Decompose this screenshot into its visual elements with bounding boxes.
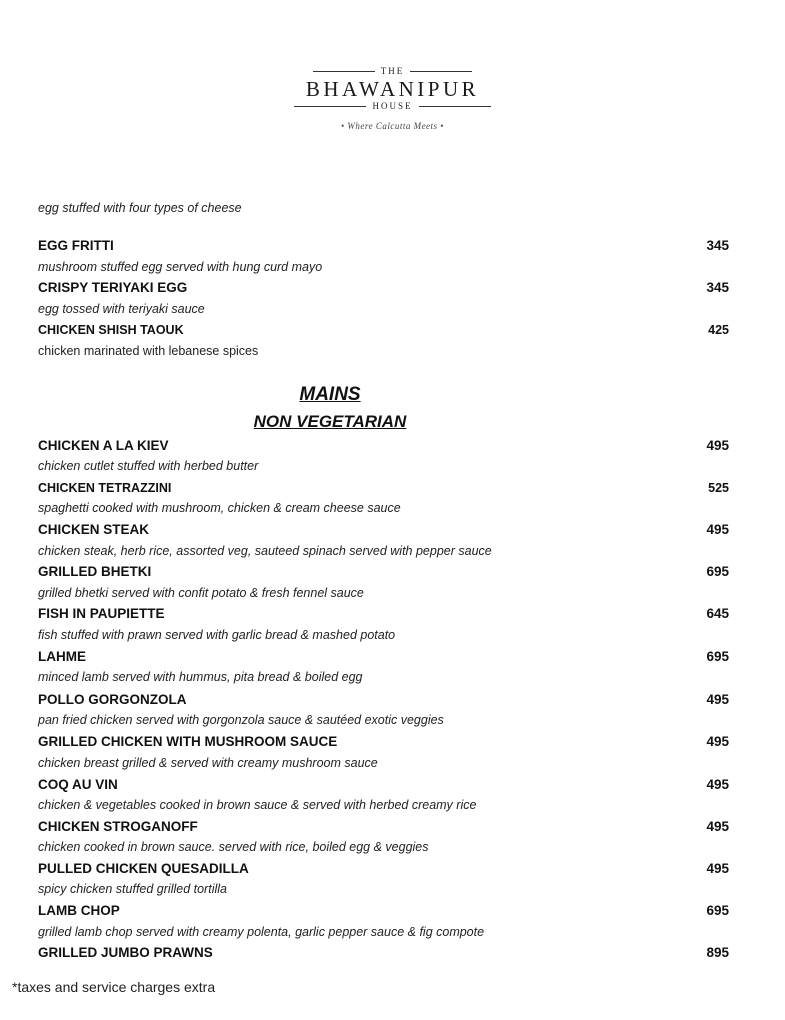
menu-item [38, 238, 729, 253]
item-description: grilled bhetki served with confit potato & fresh fennel sauce [38, 586, 364, 600]
menu-item [38, 861, 729, 876]
taxes-note: *taxes and service charges extra [12, 979, 216, 995]
menu-item [38, 649, 729, 664]
item-price: 495 [706, 692, 729, 707]
menu-item [38, 777, 729, 792]
restaurant-logo [0, 66, 785, 131]
item-price: 895 [706, 945, 729, 960]
item-price: 345 [706, 238, 729, 253]
item-name: POLLO GORGONZOLA [38, 692, 187, 707]
logo-tagline: • Where Calcutta Meets • [341, 121, 444, 131]
section-title: MAINS [299, 384, 361, 405]
logo-rule-right-2 [419, 106, 491, 107]
menu-item [38, 564, 729, 579]
item-description: chicken breast grilled & served with creamy mushroom sauce [38, 756, 378, 770]
item-price: 695 [706, 564, 729, 579]
item-price: 495 [706, 734, 729, 749]
item-name: CHICKEN STROGANOFF [38, 819, 198, 834]
item-name: CHICKEN A LA KIEV [38, 438, 169, 453]
item-description: spicy chicken stuffed grilled tortilla [38, 882, 227, 896]
logo-the: THE [380, 66, 405, 76]
item-description: egg tossed with teriyaki sauce [38, 302, 205, 316]
item-description: chicken cutlet stuffed with herbed butter [38, 459, 259, 473]
item-name: CHICKEN STEAK [38, 522, 150, 537]
item-name: EGG FRITTI [38, 238, 114, 253]
logo-name: BHAWANIPUR [305, 77, 480, 101]
item-price: 425 [708, 323, 729, 337]
item-price: 495 [706, 861, 729, 876]
menu-item [38, 819, 729, 834]
logo-bottom-line [0, 101, 785, 111]
item-name: COQ AU VIN [38, 777, 118, 792]
menu-item [38, 323, 729, 337]
menu-item [38, 606, 729, 621]
item-name: CHICKEN SHISH TAOUK [38, 323, 184, 337]
menu-item [38, 734, 729, 749]
item-price: 695 [706, 903, 729, 918]
menu-item [38, 280, 729, 295]
menu-item [38, 692, 729, 707]
menu-item [38, 522, 729, 537]
intro-description: egg stuffed with four types of cheese [38, 201, 242, 215]
item-description: chicken & vegetables cooked in brown sauce & served with herbed creamy rice [38, 798, 477, 812]
menu-item [38, 481, 729, 495]
section-subtitle: NON VEGETARIAN [253, 412, 407, 431]
item-description: grilled lamb chop served with creamy polenta, garlic pepper sauce & fig compote [38, 925, 485, 939]
item-description: minced lamb served with hummus, pita bread & boiled egg [38, 670, 363, 684]
logo-rule-right [410, 71, 472, 72]
item-price: 525 [708, 481, 729, 495]
item-price: 495 [706, 438, 729, 453]
item-name: CRISPY TERIYAKI EGG [38, 280, 188, 295]
item-price: 695 [706, 649, 729, 664]
item-description: chicken marinated with lebanese spices [38, 344, 259, 358]
logo-house: HOUSE [372, 101, 413, 111]
item-name: FISH IN PAUPIETTE [38, 606, 165, 621]
item-price: 645 [706, 606, 729, 621]
item-description: mushroom stuffed egg served with hung curd mayo [38, 260, 323, 274]
item-name: LAMB CHOP [38, 903, 120, 918]
item-price: 495 [706, 819, 729, 834]
item-description: chicken steak, herb rice, assorted veg, sauteed spinach served with pepper sauce [38, 544, 492, 558]
item-price: 495 [706, 522, 729, 537]
item-name: PULLED CHICKEN QUESADILLA [38, 861, 249, 876]
menu-item [38, 438, 729, 453]
logo-rule-left [313, 71, 375, 72]
menu-item [38, 903, 729, 918]
item-price: 495 [706, 777, 729, 792]
logo-rule-left-2 [294, 106, 366, 107]
logo-top-line [0, 66, 785, 76]
item-name: LAHME [38, 649, 86, 664]
item-name: CHICKEN TETRAZZINI [38, 481, 172, 495]
item-name: GRILLED BHETKI [38, 564, 152, 579]
item-description: spaghetti cooked with mushroom, chicken & cream cheese sauce [38, 501, 401, 515]
item-name: GRILLED JUMBO PRAWNS [38, 945, 213, 960]
item-description: chicken cooked in brown sauce. served with rice, boiled egg & veggies [38, 840, 429, 854]
menu-item [38, 945, 729, 960]
item-name: GRILLED CHICKEN WITH MUSHROOM SAUCE [38, 734, 338, 749]
item-description: fish stuffed with prawn served with garlic bread & mashed potato [38, 628, 396, 642]
item-description: pan fried chicken served with gorgonzola sauce & sautéed exotic veggies [38, 713, 444, 727]
item-price: 345 [706, 280, 729, 295]
